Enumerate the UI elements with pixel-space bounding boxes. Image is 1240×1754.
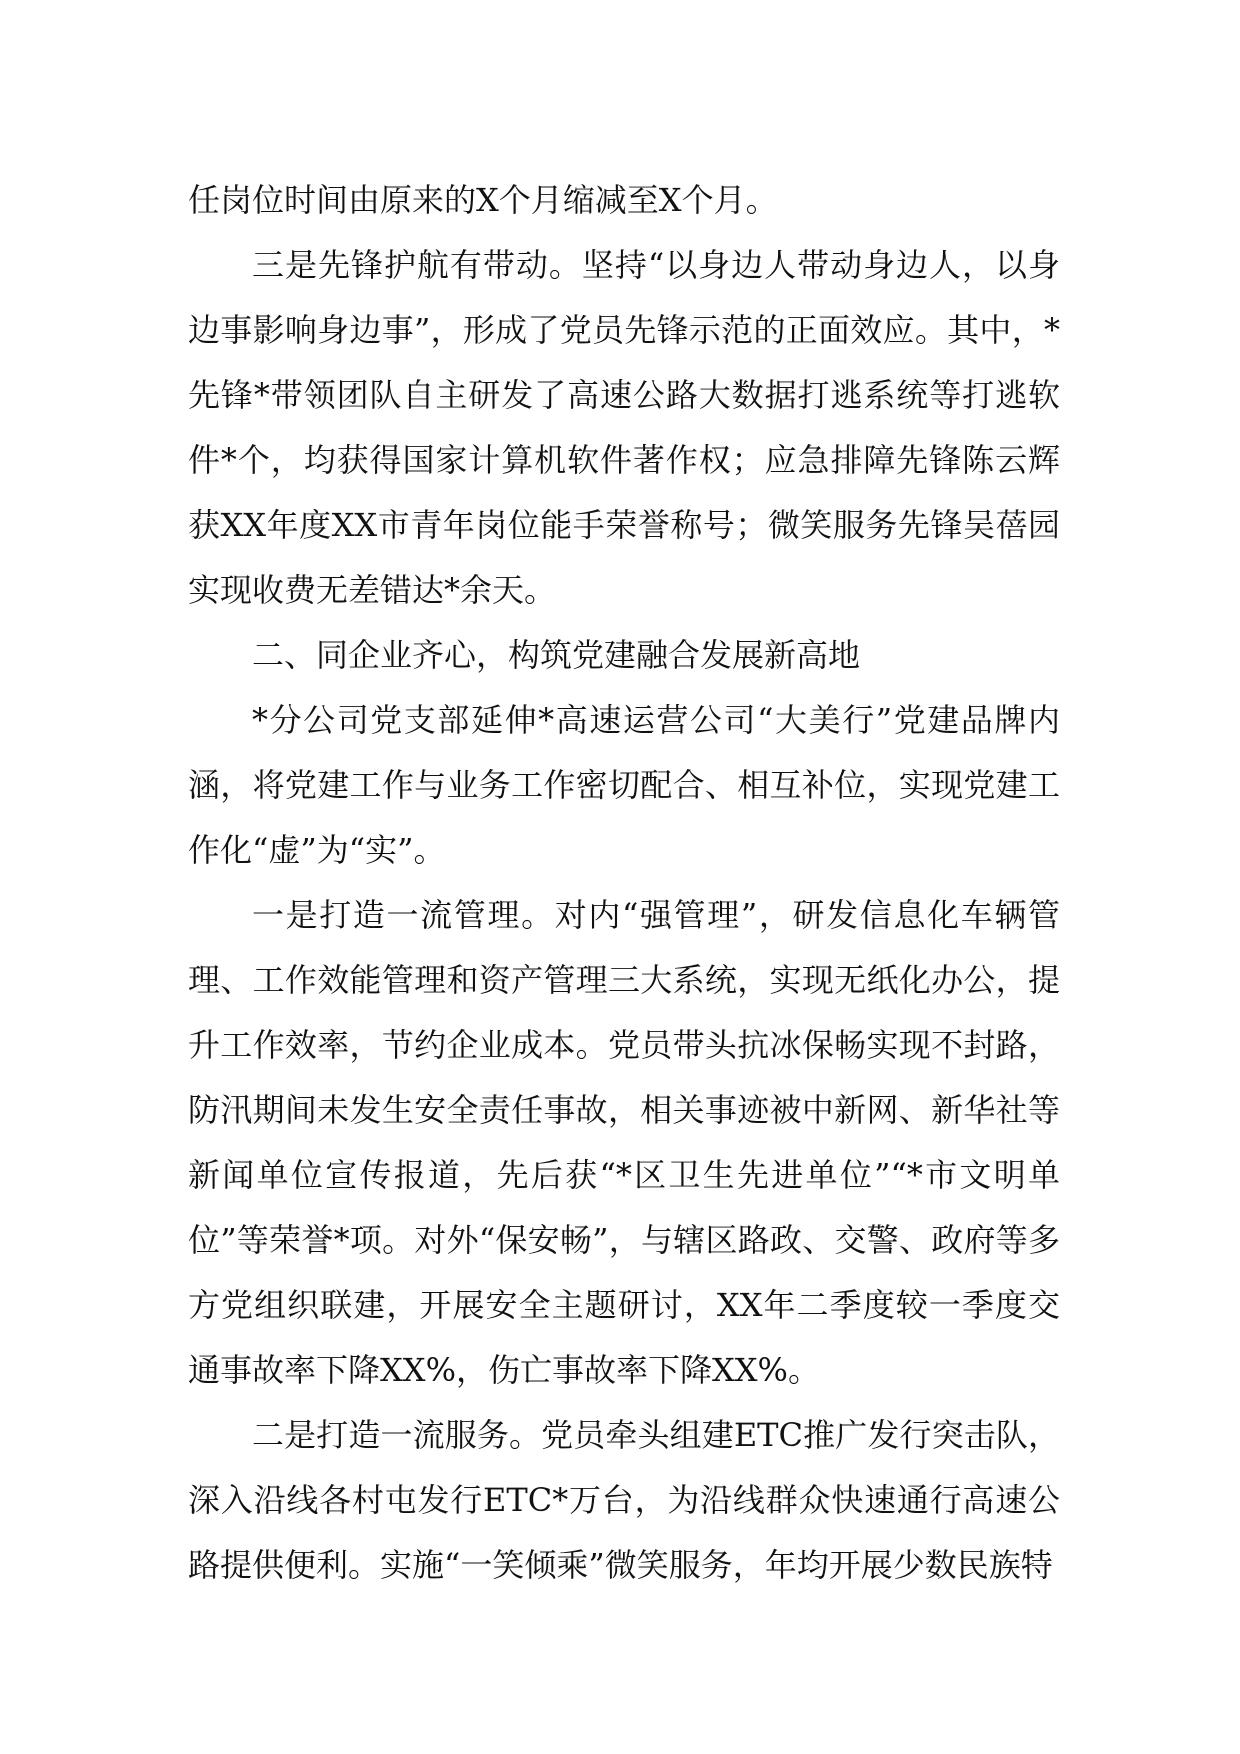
paragraph-continuation: 任岗位时间由原来的X个月缩减至X个月。 [188,181,778,219]
paragraph-pioneer-escort: 三是先锋护航有带动。坚持“以身边人带动身边人，以身边事影响身边事”，形成了党员先锋示范的正面效应。其中，*先锋*带领团队自主研发了高速公路大数据打逃系统等打逃软件*个，均获得国家计算机软件著作权；应急排障先锋陈云辉获XX年度XX市青年岗位能手荣誉称号；微笑服务先锋吴蓓园实现收费无差错达*余天。 [188,246,1060,609]
paragraph-service: 二是打造一流服务。党员牵头组建ETC推广发行突击队，深入沿线各村屯发行ETC*万台，为沿线群众快速通行高速公路提供便利。实施“一笑倾乘”微笑服务，年均开展少数民族特 [188,1416,1060,1584]
section-heading-enterprise: 二、同企业齐心，构筑党建融合发展新高地 [252,636,861,674]
paragraph-management: 一是打造一流管理。对内“强管理”，研发信息化车辆管理、工作效能管理和资产管理三大系统，实现无纸化办公，提升工作效率，节约企业成本。党员带头抗冰保畅实现不封路，防汛期间未发生安全责任事故，相关事迹被中新网、新华社等新闻单位宣传报道，先后获“*区卫生先进单位”“*市文明单位”等荣誉*项。对外“保安畅”，与辖区路政、交警、政府等多方党组织联建，开展安全主题研讨，XX年二季度较一季度交通事故率下降XX%，伤亡事故率下降XX%。 [188,896,1060,1389]
paragraph-branch-intro: *分公司党支部延伸*高速运营公司“大美行”党建品牌内涵，将党建工作与业务工作密切配合、相互补位，实现党建工作化“虚”为“实”。 [188,701,1060,869]
document-body [188,168,1060,1598]
